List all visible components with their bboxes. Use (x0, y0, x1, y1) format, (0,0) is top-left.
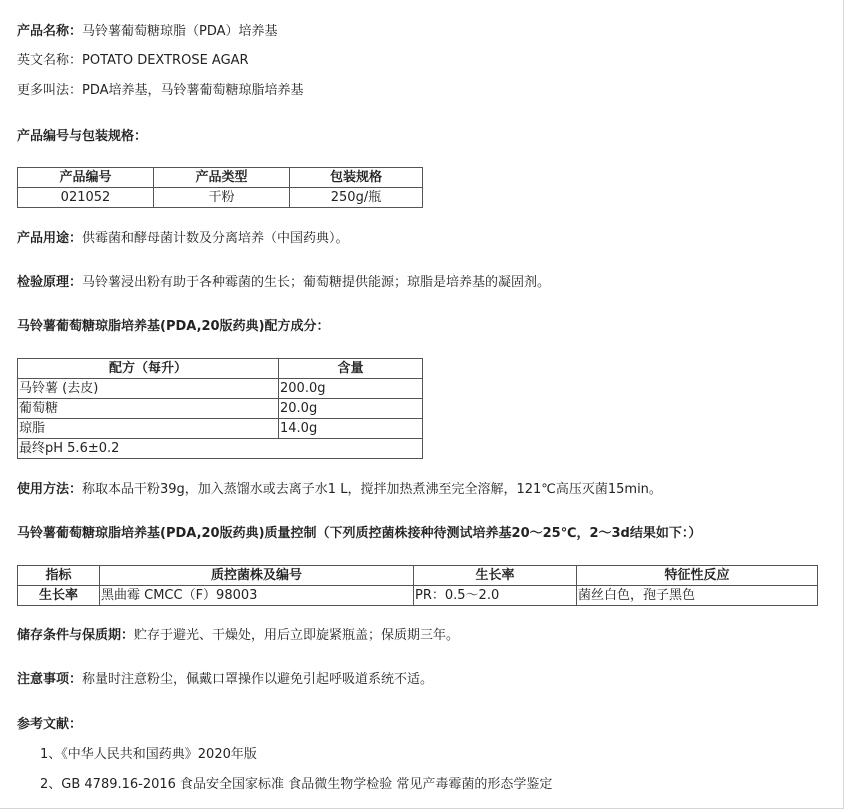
method-line (17, 481, 662, 499)
table-cell: 琼脂 (18, 419, 279, 439)
formula-table (17, 358, 423, 459)
caution-label: 注意事项： (17, 672, 83, 687)
table-row (18, 439, 423, 459)
usage-value: 供霉菌和酵母菌计数及分离培养（中国药典）。 (82, 231, 349, 246)
table-header-cell: 含量 (279, 359, 423, 379)
product-name-label: 产品名称： (17, 24, 83, 39)
alias-label: 更多叫法： (17, 83, 83, 98)
english-name-line (17, 52, 249, 70)
usage-label: 产品用途： (17, 231, 83, 246)
method-value: 称取本品干粉39g，加入蒸馏水或去离子水1 L，搅拌加热煮沸至完全溶解，121℃高压灭菌15min。 (82, 482, 662, 497)
table-cell: 021052 (18, 188, 154, 208)
table-cell: 生长率 (18, 586, 100, 606)
principle-value: 马铃薯浸出粉有助于各种霉菌的生长；葡萄糖提供能源；琼脂是培养基的凝固剂。 (82, 275, 551, 290)
product-name-line (17, 23, 278, 41)
table-header-row (18, 168, 423, 188)
references-heading: 参考文献： (17, 717, 83, 732)
method-label: 使用方法： (17, 482, 83, 497)
table-header-row (18, 566, 818, 586)
table-header-cell: 配方（每升） (18, 359, 279, 379)
table-row (18, 379, 423, 399)
principle-label: 检验原理： (17, 275, 83, 290)
table-row (18, 188, 423, 208)
usage-line (17, 230, 349, 248)
qc-heading-line (17, 525, 701, 543)
caution-line (17, 671, 433, 689)
table-header-row (18, 359, 423, 379)
table-cell: 干粉 (154, 188, 290, 208)
table-cell: 20.0g (279, 399, 423, 419)
english-name-label: 英文名称： (17, 53, 83, 68)
table-cell: 葡萄糖 (18, 399, 279, 419)
ph-cell: 最终pH 5.6±0.2 (18, 439, 423, 459)
table-header-cell: 包装规格 (290, 168, 423, 188)
table-header-cell: 产品类型 (154, 168, 290, 188)
qc-heading: 马铃薯葡萄糖琼脂培养基(PDA,20版药典)质量控制 (17, 526, 317, 541)
table-cell: PR：0.5～2.0 (414, 586, 577, 606)
table-row (18, 399, 423, 419)
table-header-cell: 质控菌株及编号 (100, 566, 414, 586)
principle-line (17, 274, 550, 292)
storage-label: 储存条件与保质期： (17, 628, 135, 643)
table-cell: 250g/瓶 (290, 188, 423, 208)
product-name-value: 马铃薯葡萄糖琼脂（PDA）培养基 (82, 24, 278, 39)
table-cell: 200.0g (279, 379, 423, 399)
storage-line (17, 627, 459, 645)
table-header-cell: 指标 (18, 566, 100, 586)
table-header-cell: 特征性反应 (577, 566, 818, 586)
table-cell: 马铃薯 (去皮) (18, 379, 279, 399)
table-row (18, 586, 818, 606)
alias-line (17, 82, 304, 100)
caution-value: 称量时注意粉尘，佩戴口罩操作以避免引起呼吸道系统不适。 (82, 672, 434, 687)
alias-value: PDA培养基，马铃薯葡萄糖琼脂培养基 (82, 83, 304, 98)
qc-note: （下列质控菌株接种待测试培养基20～25℃，2～3d结果如下：） (316, 526, 702, 541)
table-header-cell: 产品编号 (18, 168, 154, 188)
table-cell: 黑曲霉 CMCC（F）98003 (100, 586, 414, 606)
formula-heading: 马铃薯葡萄糖琼脂培养基(PDA,20版药典)配方成分： (17, 319, 330, 334)
table-cell: 14.0g (279, 419, 423, 439)
storage-value: 贮存于避光、干燥处，用后立即旋紧瓶盖；保质期三年。 (134, 628, 460, 643)
spec-table (17, 167, 423, 208)
table-cell: 菌丝白色，孢子黑色 (577, 586, 818, 606)
table-header-cell: 生长率 (414, 566, 577, 586)
table-row (18, 419, 423, 439)
qc-table (17, 565, 818, 606)
spec-heading: 产品编号与包装规格： (17, 129, 148, 144)
reference-item: 2、GB 4789.16-2016 食品安全国家标准 食品微生物学检验 常见产毒霉菌的形态学鉴定 (40, 777, 553, 792)
english-name-value: POTATO DEXTROSE AGAR (82, 53, 249, 68)
reference-item: 1、《中华人民共和国药典》2020年版 (40, 747, 257, 762)
